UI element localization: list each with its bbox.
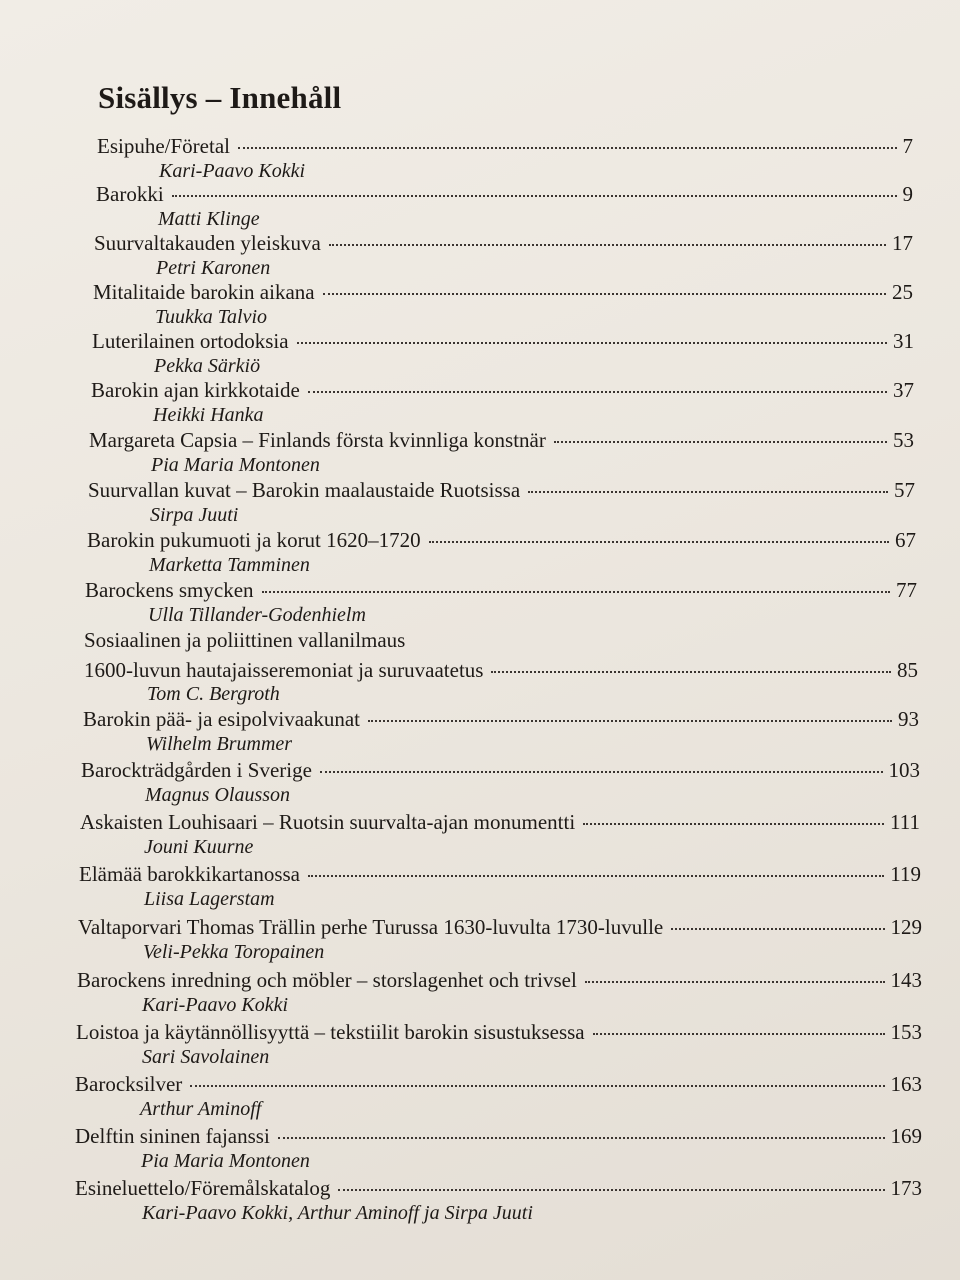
toc-entry-title: Barockens smycken (85, 578, 254, 602)
leader-dots (593, 1033, 885, 1035)
toc-entry-title: Barokin pukumuoti ja korut 1620–1720 (87, 528, 421, 552)
leader-dots (238, 147, 897, 149)
toc-entry-line (88, 477, 915, 503)
toc-entry-author: Sirpa Juuti (150, 504, 239, 526)
toc-entry-page: 119 (890, 862, 921, 886)
page-title: Sisällys – Innehåll (98, 80, 342, 115)
leader-dots (329, 244, 886, 246)
toc-entry-page: 85 (897, 658, 918, 682)
toc-entry-line (84, 657, 918, 683)
leader-dots (308, 875, 884, 877)
toc-entry-author: Tuukka Talvio (155, 306, 268, 328)
toc-entry-page: 9 (902, 182, 913, 206)
toc-entry-author: Kari-Paavo Kokki (142, 994, 289, 1016)
leader-dots (528, 491, 888, 493)
toc-entry-title: Barockträdgården i Sverige (81, 758, 312, 782)
toc-entry-line (83, 706, 919, 732)
toc-entry-page: 129 (890, 915, 922, 939)
toc-entry-title: Barokin ajan kirkkotaide (91, 378, 300, 402)
toc-entry-page: 25 (892, 280, 913, 304)
toc-entry-line (81, 757, 920, 783)
toc-entry-line (76, 1019, 922, 1045)
toc-entry-title: Esineluettelo/Föremålskatalog (75, 1176, 331, 1200)
toc-entry-title: Barokin pää- ja esipolvivaakunat (83, 707, 360, 731)
leader-dots (323, 293, 886, 295)
toc-entry-page: 17 (892, 231, 913, 255)
toc-entry-page: 163 (890, 1072, 922, 1096)
toc-entry-author: Tom C. Bergroth (147, 683, 280, 705)
leader-dots (320, 771, 883, 773)
leader-dots (190, 1085, 884, 1087)
toc-entry-page: 53 (893, 428, 914, 452)
toc-entry-title: 1600-luvun hautajaisseremoniat ja suruvaatetus (84, 658, 484, 682)
toc-entry-line (92, 328, 914, 354)
toc-entry-title: Elämää barokkikartanossa (79, 862, 300, 886)
toc-entry-page: 153 (890, 1020, 922, 1044)
toc-entry-page: 169 (890, 1124, 922, 1148)
toc-entry-author: Wilhelm Brummer (146, 733, 293, 755)
toc-entry-author: Pekka Särkiö (154, 355, 261, 377)
leader-dots (172, 195, 897, 197)
leader-dots (491, 671, 891, 673)
toc-entry-author: Arthur Aminoff (140, 1098, 262, 1120)
toc-entry-page: 103 (888, 758, 920, 782)
toc-entry-author: Veli-Pekka Toropainen (143, 941, 325, 963)
toc-entry-title: Barokki (96, 182, 164, 206)
toc-entry-line (75, 1123, 922, 1149)
toc-entry-author: Matti Klinge (158, 208, 260, 230)
toc-entry-author: Sari Savolainen (142, 1046, 270, 1068)
toc-entry-page: 37 (893, 378, 914, 402)
toc-entry-title: Luterilainen ortodoksia (92, 329, 289, 353)
leader-dots (583, 823, 884, 825)
toc-entry-title: Suurvallan kuvat – Barokin maalaustaide Ruotsissa (88, 478, 521, 502)
toc-entry-author: Kari-Paavo Kokki, Arthur Aminoff ja Sirpa Juuti (142, 1202, 533, 1224)
toc-entry-author: Jouni Kuurne (144, 836, 254, 858)
toc-entry-author: Magnus Olausson (145, 784, 291, 806)
leader-dots (554, 441, 887, 443)
toc-entry-line (87, 527, 916, 553)
toc-entry-title: Loistoa ja käytännöllisyyttä – tekstiilit barokin sisustuksessa (76, 1020, 585, 1044)
toc-entry-author: Pia Maria Montonen (151, 454, 320, 476)
toc-entry-line (80, 809, 920, 835)
toc-entry-page: 93 (898, 707, 919, 731)
toc-entry-line (96, 181, 913, 207)
toc-entry-page: 67 (895, 528, 916, 552)
toc-entry-title: Margareta Capsia – Finlands första kvinnliga konstnär (89, 428, 546, 452)
toc-entry-line (97, 133, 913, 159)
toc-entry-title-line1: Sosiaalinen ja poliittinen vallanilmaus (84, 628, 406, 652)
toc-entry-page: 7 (902, 134, 913, 158)
leader-dots (338, 1189, 884, 1191)
leader-dots (262, 591, 890, 593)
toc-entry-author: Marketta Tamminen (149, 554, 310, 576)
toc-entry-line (75, 1175, 922, 1201)
toc-entry-author: Liisa Lagerstam (144, 888, 275, 910)
leader-dots (368, 720, 892, 722)
toc-entry-title: Esipuhe/Företal (97, 134, 230, 158)
leader-dots (278, 1137, 885, 1139)
toc-entry-page: 173 (890, 1176, 922, 1200)
toc-entry-page: 31 (893, 329, 914, 353)
toc-entry-author: Kari-Paavo Kokki (159, 160, 306, 182)
toc-entry-author: Pia Maria Montonen (141, 1150, 310, 1172)
toc-entry-line (77, 967, 922, 993)
toc-entry-title: Barockens inredning och möbler – storslagenhet och trivsel (77, 968, 577, 992)
toc-entry-title: Suurvaltakauden yleiskuva (94, 231, 321, 255)
leader-dots (429, 541, 889, 543)
toc-entry-title: Mitalitaide barokin aikana (93, 280, 315, 304)
toc-entry-title: Barocksilver (75, 1072, 183, 1096)
toc-entry-author: Petri Karonen (156, 257, 271, 279)
toc-entry-title: Askaisten Louhisaari – Ruotsin suurvalta-ajan monumentti (80, 810, 576, 834)
toc-entry-author: Ulla Tillander-Godenhielm (148, 604, 366, 626)
toc-entry-page: 77 (896, 578, 917, 602)
toc-entry-line (85, 577, 917, 603)
toc-entry-line (91, 377, 914, 403)
leader-dots (308, 391, 887, 393)
toc-entry-line (79, 861, 921, 887)
toc-entry-line (78, 914, 922, 940)
toc-entry-page: 111 (890, 810, 920, 834)
toc-entry-page: 143 (890, 968, 922, 992)
toc-entry-title: Valtaporvari Thomas Trällin perhe Turussa 1630-luvulta 1730-luvulle (78, 915, 664, 939)
toc-entry-page: 57 (894, 478, 915, 502)
toc-entry-author: Heikki Hanka (153, 404, 264, 426)
toc-entry-title: Delftin sininen fajanssi (75, 1124, 270, 1148)
toc-entry-line (93, 279, 913, 305)
toc-entry-line (75, 1071, 922, 1097)
toc-entry-line (89, 427, 914, 453)
toc-entry-line (94, 230, 913, 256)
leader-dots (297, 342, 887, 344)
leader-dots (671, 928, 884, 930)
leader-dots (585, 981, 885, 983)
